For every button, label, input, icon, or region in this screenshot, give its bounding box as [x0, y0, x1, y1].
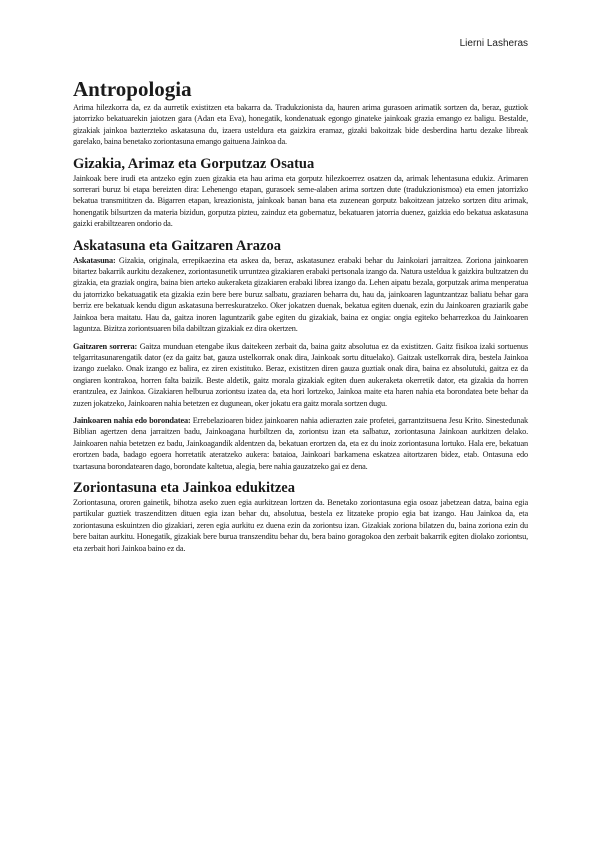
section-paragraph	[73, 341, 528, 409]
page-title: Antropologia	[73, 77, 192, 101]
paragraph-text: Gizakia, originala, errepikaezina eta askea da, beraz, askatasunez erabaki behar du Jainkoiari jarraitzea. Zoriona jainkoaren bitartez bakarrik aurkitu dezakenez, zoriontasunetik urruntzea gizakiaren erabaki pertsonala izango da. Natura usteldua k gaizkira bultzatzen du gizakia, eta graziak ongira, baina bien arteko aukeraketa gizakiaren erabaki librea izango da. Lehen aipatu bezala, gorputzak arima menperatua du jatorrizko bekatuagatik eta gizakia ezin bere bere buruz salbatu, graziaren beharra du, hau da, jainkoaren laguntzantzaz baliatu behar gara berriz ere bekatuak kendu digun askatasuna berreskuratzeko. Oker jokatzen duenak, bekatua egiten duenak, ezin du Jainkoaren graziarik gabe Jainkoa bera maitatu. Hau da, gaitza inoren laguntzarik gabe egiten du gizakiak, baina ez ongia: ongia egiteko beharrezkoa du Jainkoaren laguntza. Bizitza zoriontsuaren bila dabiltzan gizakiak ez dira okertzen.	[73, 255, 528, 334]
section-paragraph: Jainkoak bere irudi eta antzeko egin zuen gizakia eta hau arima eta gorputz hilezkoerrez osatzen da, arimak lehentasuna edukiz. Arimaren sorrerari buruz bi etapa bereizten dira: Lehenengo etapan, gurasoek seme-alaben arima sortzen dute (tradukzionismoa) eta emen jatorrizko bekatua transmititzen da. Bigarren etapan, kreazionista, jainkoak banan bana eta zuzenean gorputz bakoitzean jatzeko sortzen ditu arimak, honengatik bilsurtzen da materia bizidun, gorputza pizteu, zainduz eta gobernatuz, bekatuaren jatorria duenez, gaizkia edo bekatua askatasuna gaizki erabiltzearen ondorio da.	[73, 173, 528, 229]
section-heading: Askatasuna eta Gaitzaren Arazoa	[73, 237, 281, 254]
section-askatasuna	[73, 238, 528, 472]
author-name: Lierni Lasheras	[459, 38, 528, 49]
section-gizakia	[73, 156, 528, 230]
section-paragraph	[73, 255, 528, 335]
section-heading: Zoriontasuna eta Jainkoa edukitzea	[73, 479, 295, 496]
section-paragraph: Zoriontasuna, ororen gainetik, bihotza aseko zuen egia aurkitzean lortzen da. Benetako zoriontasuna egia osoaz jabetzean datza, baina egia partikular guztiek traszenditzen dituen egia izan behar du, absolutua, bestela ez litzateke propio egia bat izango. Hau Jainkoa da, eta zoriontasuna eskuintzen dio gizakiari, zeren egia aurkitu ez duena ezin da zoriontsu izan. Gizakiak zoriona bilatzen du, baina zoriona ezin du bere baitan aurkitu. Honegatik, gizakiak bere burua transzenditu behar du, bera baino goragokoa den zerbait bakarrik egiten diolako zoriontsu, eta zerbait hori Jainkoa baino ez da.	[73, 497, 528, 553]
paragraph-text: Errebelazioaren bidez jainkoaren nahia adierazten zaie profetei, garrantzitsuena Jesu Krito. Sinestedunak Biblian agertzen dena jarraitzen badu, Jainkoagana hurbiltzen da, zoriontsu izan eta salbatuz, zoriontasuna Jainkoan aurkitzen delako. Jainkoaren nahia betetzen ez badu, Jainkoagandik aldentzen da, bekatuan erortzen da, eta ez du inoiz zoriontasuna lortuko. Hala ere, bekatuan erortzen bada, badago egoera horretatik ateratzeko aukera: bataioa, Jainkoari barkamena eskatzea aitortzaren bidez, etab. Ontasuna edo txartasuna borondatearen dago, borondate kaltetua, alegia, bere nahia gauzatzeko gai ez dena.	[73, 415, 528, 471]
document-body	[73, 78, 528, 554]
paragraph-term: Askatasuna:	[73, 255, 116, 265]
section-zoriontasuna	[73, 480, 528, 554]
paragraph-term: Jainkoaren nahia edo borondatea:	[73, 415, 191, 425]
intro-paragraph: Arima hilezkorra da, ez da aurretik existitzen eta bakarra da. Tradukzionista da, hauren arima gurasoen arimatik sortzen da, beraz, guztiok jatorrizko bekatuarekin jaiotzen gara (Adan eta Eva), honegatik, kondenatuak egongo ginateke jainkoak grazia emango ez baligu. Bestalde, gizakiak jainkoa bazterzteko askatasuna du, izaera usteldura eta gaizkira eramaz, gizaki bakoitzak bide desberdina hartu dezake libreak garelako, baina benetako zoriontasuna emango gaituena Jainkoa da.	[73, 103, 528, 147]
paragraph-term: Gaitzaren sorrera:	[73, 341, 138, 351]
section-paragraph	[73, 415, 528, 472]
paragraph-text: Gaitza munduan etengabe ikus daitekeen zerbait da, baina gaitz absolutua ez da existitzen. Gaitz fisikoa izaki sortuenus telgarritasunarengatik dator (ez da gaitz bat, gauza ustelkorrak onak dira, Jainkoak sortu dituelako). Gaitzak ustelkorrak dira, bestela Jainkoa izango zuelako. Onak izango ez balira, ez ziren existituko. Beraz, existitzen diren gauza guztiak onak dira, baina ez absolutuki, gaitza ez da ongiaren kontrakoa, horren falta baizik. Beste aldetik, gaitz morala gizakiak egiten duen aukeraketa okerretik dator, eta gizakia da horren erantzulea, ez Jainkoa. Gizakiaren helburua zoriontsu izatea da, eta hori lortzeko, Jainkoa maite eta haren nahia eta borondatea bete behar da zuzen jokatzeko, Jainkoaren nahia betetzen ez dugunean, oker jokatu era gaitz morala sortzen dugu.	[73, 341, 529, 408]
section-heading: Gizakia, Arimaz eta Gorputzaz Osatua	[73, 155, 315, 172]
